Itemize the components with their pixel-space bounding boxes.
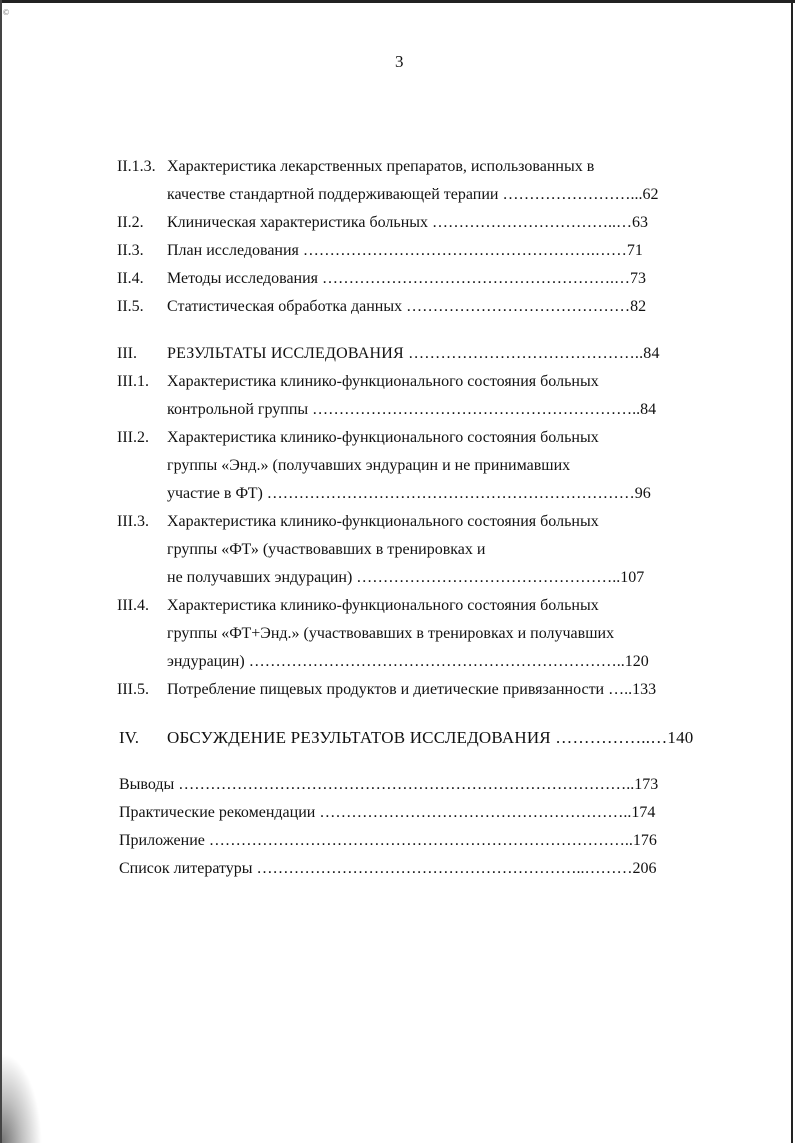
toc-entry-title: группы «ФТ+Энд.» (участвовавших в тренировках и получавших bbox=[167, 625, 615, 642]
toc-entry-number: III.3. bbox=[117, 513, 149, 530]
toc-entry-number: IV. bbox=[119, 728, 139, 747]
toc-entry-number: III. bbox=[117, 345, 137, 362]
toc-entry-title: Характеристика клинико-функционального состояния больных bbox=[167, 429, 599, 446]
toc-entry-number: III.2. bbox=[117, 429, 149, 446]
toc-entry-title: Характеристика клинико-функционального состояния больных bbox=[167, 597, 599, 614]
toc-entry-title: Характеристика лекарственных препаратов, использованных в bbox=[167, 158, 595, 175]
toc-entry-title: Клиническая характеристика больных ……………………………..…63 bbox=[167, 214, 649, 231]
toc-entry-number: II.4. bbox=[117, 270, 144, 287]
toc-entry-title: эндурацин) ……………………………………………………………..120 bbox=[167, 653, 649, 670]
toc-entry-number: II.1.3. bbox=[117, 158, 156, 175]
toc-entry-title: План исследования ……………………………………………….……71 bbox=[167, 242, 643, 259]
toc-entry-title: участие в ФТ) ……………………………………………………………96 bbox=[167, 485, 651, 502]
page-number: 3 bbox=[395, 52, 404, 71]
toc-entry-title: Потребление пищевых продуктов и диетические привязанности …..133 bbox=[167, 681, 657, 698]
toc-entry-title: Статистическая обработка данных ……………………………………82 bbox=[167, 298, 647, 315]
scan-border-left bbox=[0, 0, 2, 1143]
toc-entry-title: Практические рекомендации …………………………………………………..174 bbox=[119, 804, 656, 821]
toc-entry-number: III.1. bbox=[117, 373, 149, 390]
toc-entry-number: III.4. bbox=[117, 597, 149, 614]
toc-entry-title: Характеристика клинико-функционального состояния больных bbox=[167, 373, 599, 390]
toc-entry-title: Выводы …………………………………………………………………………..173 bbox=[119, 776, 659, 793]
scan-smudge bbox=[2, 1053, 42, 1143]
scan-border-right bbox=[791, 0, 793, 1143]
toc-entry-title: Приложение ……………………………………………………………………..176 bbox=[119, 832, 657, 849]
scan-border-top bbox=[0, 0, 795, 3]
toc-entry-title: Список литературы ……………………………………………………..………206 bbox=[119, 860, 657, 877]
corner-mark: © bbox=[3, 8, 10, 17]
toc-entry-title: группы «Энд.» (получавших эндурацин и не принимавших bbox=[167, 457, 571, 474]
toc-entry-title: ОБСУЖДЕНИЕ РЕЗУЛЬТАТОВ ИССЛЕДОВАНИЯ ……………..…140 bbox=[167, 728, 694, 747]
toc-entry-title: Характеристика клинико-функционального состояния больных bbox=[167, 513, 599, 530]
toc-entry-title: Методы исследования ……………………………………………….…73 bbox=[167, 270, 647, 287]
toc-entry-title: РЕЗУЛЬТАТЫ ИССЛЕДОВАНИЯ ……………………………………..84 bbox=[167, 345, 660, 362]
toc-entry-number: II.5. bbox=[117, 298, 144, 315]
toc-entry-title: качестве стандартной поддерживающей терапии ……………………...62 bbox=[167, 186, 659, 203]
toc-entry-title: группы «ФТ» (участвовавших в тренировках и bbox=[167, 541, 486, 558]
toc-entry-title: контрольной группы ……………………………………………………..84 bbox=[167, 401, 657, 418]
toc-entry-title: не получавших эндурацин) …………………………………………..107 bbox=[167, 569, 645, 586]
toc-entry-number: II.2. bbox=[117, 214, 144, 231]
toc-entry-number: II.3. bbox=[117, 242, 144, 259]
toc-entry-number: III.5. bbox=[117, 681, 149, 698]
